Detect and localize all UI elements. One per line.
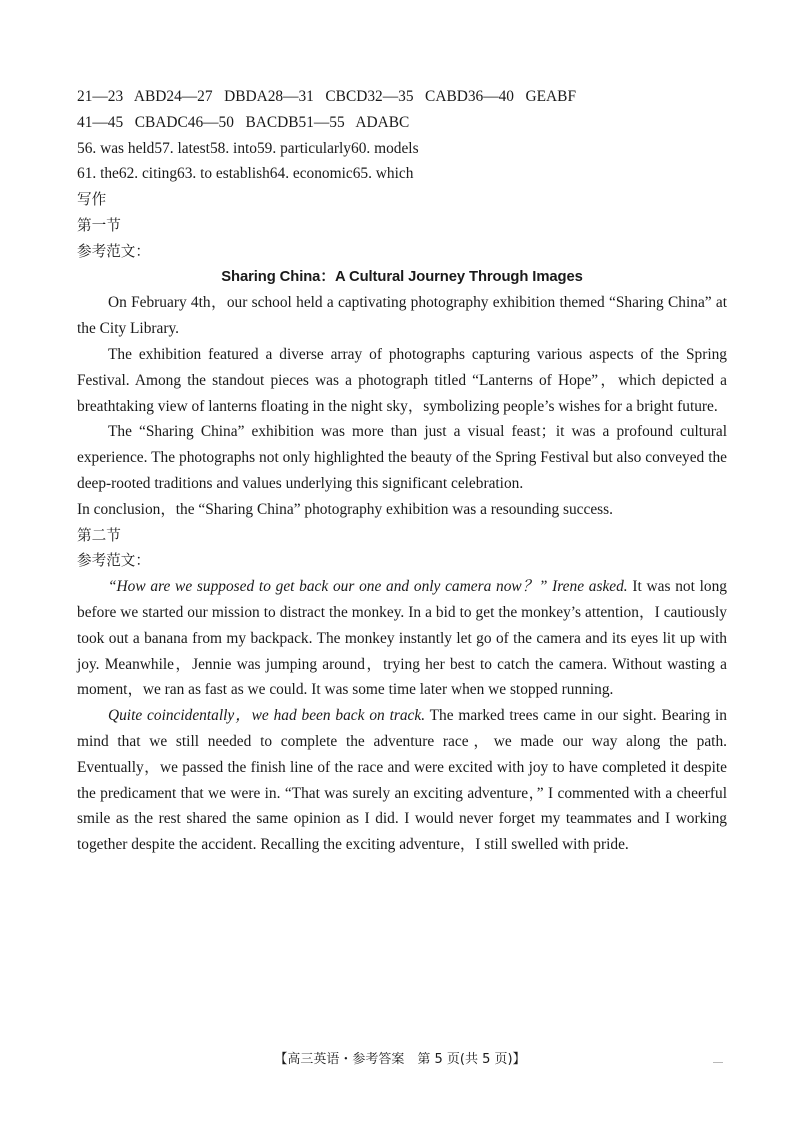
answer-item: 51—55 ADABC <box>298 113 410 131</box>
essay-paragraph: On February 4th，our school held a captivating photography exhibition themed “Sharing China” at the City Library. <box>77 294 727 338</box>
writing-heading: 写作 <box>77 191 107 209</box>
answer-item: 28—31 CBCD <box>267 88 368 105</box>
answer-item: 56. was held <box>77 139 155 157</box>
answer-item: 36—40 GEABF <box>467 88 576 105</box>
essay-paragraph: The exhibition featured a diverse array of photographs capturing various aspects of the Spring Festival. Among the standout pieces was a photograph titled “Lanterns of Hope”，which depicted a breathtaking view of lanterns floating in the night sky，symbolizing people’s wishes for a bright future. <box>77 345 727 415</box>
page-footer: 【高三英语・参考答案 第 5 页(共 5 页)】 <box>274 1052 526 1067</box>
paragraph-lead-sentence: Quite coincidentally，we had been back on track. <box>108 707 426 725</box>
essay-title: Sharing China：A Cultural Journey Through Images <box>221 268 583 285</box>
continuation-paragraph-2 <box>77 703 727 858</box>
section-2-sample-label: 参考范文： <box>77 552 150 570</box>
answer-item: 57. latest <box>154 139 210 157</box>
essay-paragraph: The “Sharing China” exhibition was more than just a visual feast；it was a profound cultural experience. The photographs not only highlighted the beauty of the Spring Festival but also conveyed the deep-rooted traditions and values underlying this significant celebration. <box>77 423 727 492</box>
essay-conclusion: In conclusion，the “Sharing China” photography exhibition was a resounding success. <box>77 500 613 518</box>
section-1-heading: 第一节 <box>77 216 121 234</box>
section-1-sample-label: 参考范文： <box>77 242 150 260</box>
answer-item: 32—35 CABD <box>367 88 468 105</box>
answer-item: 61. the <box>77 165 119 183</box>
paragraph-body: The marked trees came in our sight. Bearing in mind that we still needed to complete the adventure race，we made our way along the path. Eventually，we passed the finish line of the race and were excited with joy to have completed it despite the predicament that we were in. “That was surely an exciting adventure，” I commented with a cheerful smile as the rest shared the same opinion as I did. I would never forget my teammates and I working together despite the accident. Recalling the exciting adventure，I still swelled with pride. <box>77 707 727 854</box>
scan-mark <box>713 1062 723 1063</box>
answer-item: 65. which <box>352 165 414 183</box>
paragraph-body: It was not long before we started our mission to distract the monkey. In a bid to get the monkey’s attention，I cautiously took out a banana from my backpack. The monkey instantly let go of the camera and its eyes lit up with joy. Meanwhile，Jennie was jumping around，trying her best to catch the camera. Without wasting a moment，we ran as fast as we could. It was some time later when we stopped running. <box>77 578 727 699</box>
answer-item: 60. models <box>351 139 419 157</box>
answer-item: 41—45 CBADC <box>77 113 188 131</box>
answer-item: 24—27 DBDA <box>166 88 268 105</box>
answer-item: 64. economic <box>269 165 353 183</box>
answer-item: 59. particularly <box>256 139 352 157</box>
answer-document <box>77 84 727 858</box>
answer-item: 21—23 ABD <box>77 88 167 105</box>
paragraph-lead-sentence: “How are we supposed to get back our one and only camera now？” Irene asked. <box>108 578 628 596</box>
section-2-heading: 第二节 <box>77 526 121 544</box>
answer-row-2 <box>77 110 727 136</box>
answer-item: 63. to establish <box>177 165 270 183</box>
answer-item: 58. into <box>209 139 257 157</box>
answer-item: 62. citing <box>118 165 178 183</box>
continuation-paragraph-1 <box>77 574 727 703</box>
answer-item: 46—50 BACDB <box>187 113 299 131</box>
answer-row-3 <box>77 136 727 162</box>
answer-row-4 <box>77 161 727 187</box>
answer-row-1 <box>77 84 727 110</box>
